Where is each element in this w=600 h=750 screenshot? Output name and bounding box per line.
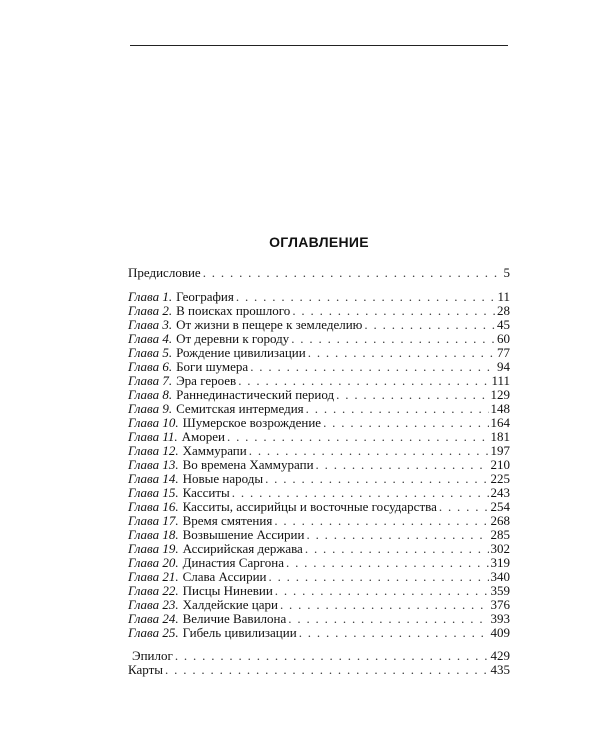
chapter-label: Глава 22. — [128, 583, 179, 598]
entry-page: 11 — [497, 289, 510, 304]
toc-entry-chapter[interactable] — [128, 528, 510, 542]
toc-entry-chapter[interactable] — [128, 430, 510, 444]
entry-page: 409 — [490, 625, 510, 640]
toc-entry-chapter[interactable] — [128, 304, 510, 318]
toc-entry-chapter[interactable] — [128, 388, 510, 402]
toc-entry-chapter[interactable] — [128, 598, 510, 612]
entry-title: Боги шумера — [176, 359, 249, 374]
dot-leader — [323, 416, 488, 430]
toc-entry-chapter[interactable] — [128, 402, 510, 416]
toc-entry-chapter[interactable] — [128, 556, 510, 570]
dot-leader — [232, 486, 489, 500]
dot-leader — [236, 290, 496, 304]
chapter-label: Глава 19. — [128, 541, 179, 556]
entry-page: 94 — [497, 359, 510, 374]
toc-entry-chapter[interactable] — [128, 486, 510, 500]
chapter-label: Глава 12. — [128, 443, 179, 458]
entry-page: 28 — [497, 303, 510, 318]
chapter-label: Глава 10. — [128, 415, 179, 430]
entry-title: Амореи — [181, 429, 225, 444]
toc-entry-chapter[interactable] — [128, 360, 510, 374]
entry-page: 181 — [490, 429, 510, 444]
chapter-list — [128, 290, 510, 640]
dot-leader — [227, 430, 489, 444]
chapter-label: Глава 17. — [128, 513, 179, 528]
chapter-label: Глава 16. — [128, 499, 179, 514]
chapter-label: Глава 25. — [128, 625, 179, 640]
chapter-label: Глава 3. — [128, 317, 173, 332]
chapter-label: Глава 4. — [128, 331, 173, 346]
toc-entry-chapter[interactable] — [128, 444, 510, 458]
toc-entry-chapter[interactable] — [128, 416, 510, 430]
dot-leader — [288, 612, 488, 626]
entry-page: 197 — [490, 443, 510, 458]
chapter-label: Глава 11. — [128, 429, 178, 444]
entry-page: 148 — [490, 401, 510, 416]
dot-leader — [308, 346, 495, 360]
entry-page: 243 — [490, 485, 510, 500]
chapter-label: Глава 2. — [128, 303, 173, 318]
toc-entry-chapter[interactable] — [128, 584, 510, 598]
toc-entry-chapter[interactable] — [128, 458, 510, 472]
spacer — [128, 640, 510, 649]
entry-title: Династия Саргона — [182, 555, 284, 570]
entry-title: Писцы Ниневии — [182, 583, 273, 598]
chapter-label: Глава 14. — [128, 471, 179, 486]
chapter-label: Глава 9. — [128, 401, 173, 416]
toc-entry-chapter[interactable] — [128, 318, 510, 332]
chapter-label: Глава 21. — [128, 569, 179, 584]
toc-entry-chapter[interactable] — [128, 346, 510, 360]
dot-leader — [280, 598, 489, 612]
entry-page: 302 — [490, 541, 510, 556]
toc-entry-chapter[interactable] — [128, 374, 510, 388]
entry-title: Эра героев — [176, 373, 237, 388]
toc-entry-chapter[interactable] — [128, 514, 510, 528]
entry-title: Шумерское возрождение — [182, 415, 322, 430]
toc-entry-chapter[interactable] — [128, 500, 510, 514]
chapter-label: Глава 7. — [128, 373, 173, 388]
dot-leader — [336, 388, 488, 402]
dot-leader — [238, 374, 489, 388]
entry-title: Слава Ассирии — [182, 569, 267, 584]
dot-leader — [165, 663, 488, 677]
top-rule — [130, 45, 508, 46]
dot-leader — [291, 332, 495, 346]
toc-entry-chapter[interactable] — [128, 472, 510, 486]
entry-page: 225 — [490, 471, 510, 486]
entry-page: 45 — [497, 317, 510, 332]
entry-page: 429 — [490, 648, 510, 663]
entry-page: 164 — [490, 415, 510, 430]
entry-page: 111 — [491, 373, 510, 388]
entry-page: 319 — [490, 555, 510, 570]
chapter-label: Глава 1. — [128, 289, 173, 304]
entry-page: 268 — [490, 513, 510, 528]
dot-leader — [175, 649, 489, 663]
toc-entry-preface[interactable] — [128, 266, 510, 280]
entry-title: Гибель цивилизации — [182, 625, 297, 640]
chapter-label: Глава 15. — [128, 485, 179, 500]
chapter-label: Глава 20. — [128, 555, 179, 570]
entry-page: 210 — [490, 457, 510, 472]
entry-page: 129 — [490, 387, 510, 402]
page-title: ОГЛАВЛЕНИЕ — [269, 234, 369, 250]
entry-title: Карты — [128, 662, 164, 677]
entry-page: 254 — [490, 499, 510, 514]
entry-page: 60 — [497, 331, 510, 346]
entry-title: Рождение цивилизации — [176, 345, 306, 360]
dot-leader — [286, 556, 489, 570]
toc-entry-chapter[interactable] — [128, 332, 510, 346]
entry-title: Хаммурапи — [182, 443, 247, 458]
dot-leader — [316, 458, 489, 472]
toc-entry-chapter[interactable] — [128, 290, 510, 304]
dot-leader — [364, 318, 495, 332]
entry-page: 393 — [490, 611, 510, 626]
entry-page: 285 — [490, 527, 510, 542]
entry-title: Величие Вавилона — [182, 611, 287, 626]
chapter-label: Глава 13. — [128, 457, 179, 472]
chapter-label: Глава 6. — [128, 359, 173, 374]
toc-entry-chapter[interactable] — [128, 570, 510, 584]
entry-title: Время смятения — [182, 513, 273, 528]
dot-leader — [203, 266, 502, 280]
entry-title: Раннединастический период — [176, 387, 335, 402]
entry-title: Предисловие — [128, 265, 201, 280]
entry-title: Халдейские цари — [182, 597, 278, 612]
toc-entry-chapter[interactable] — [128, 612, 510, 626]
table-of-contents — [128, 266, 510, 677]
dot-leader — [299, 626, 489, 640]
chapter-label: Глава 5. — [128, 345, 173, 360]
chapter-label: Глава 24. — [128, 611, 179, 626]
entry-page: 340 — [490, 569, 510, 584]
dot-leader — [306, 528, 488, 542]
entry-title: Семитская интермедия — [176, 401, 304, 416]
dot-leader — [275, 584, 489, 598]
entry-title: Возвышение Ассирии — [182, 527, 305, 542]
entry-title: Во времена Хаммурапи — [182, 457, 314, 472]
toc-entry-chapter[interactable] — [128, 542, 510, 556]
dot-leader — [265, 472, 488, 486]
dot-leader — [250, 360, 495, 374]
entry-title: От жизни в пещере к земледелию — [176, 317, 363, 332]
entry-page: 77 — [497, 345, 510, 360]
entry-page: 5 — [503, 265, 510, 280]
chapter-label: Глава 18. — [128, 527, 179, 542]
chapter-label: Глава 23. — [128, 597, 179, 612]
dot-leader — [306, 402, 489, 416]
entry-title: Касситы — [182, 485, 230, 500]
dot-leader — [249, 444, 489, 458]
toc-entry-epilogue[interactable] — [128, 649, 510, 663]
entry-title: От деревни к городу — [176, 331, 290, 346]
dot-leader — [292, 304, 495, 318]
entry-page: 435 — [490, 662, 510, 677]
entry-title: Касситы, ассирийцы и восточные государства — [182, 499, 437, 514]
entry-title: Эпилог — [132, 648, 173, 663]
entry-page: 376 — [490, 597, 510, 612]
dot-leader — [268, 570, 488, 584]
dot-leader — [439, 500, 489, 514]
entry-title: Ассирийская держава — [182, 541, 303, 556]
entry-title: В поисках прошлого — [176, 303, 291, 318]
dot-leader — [305, 542, 489, 556]
toc-entry-maps[interactable] — [128, 663, 510, 677]
entry-page: 359 — [490, 583, 510, 598]
toc-entry-chapter[interactable] — [128, 626, 510, 640]
chapter-label: Глава 8. — [128, 387, 173, 402]
dot-leader — [274, 514, 488, 528]
entry-title: География — [176, 289, 234, 304]
entry-title: Новые народы — [182, 471, 264, 486]
